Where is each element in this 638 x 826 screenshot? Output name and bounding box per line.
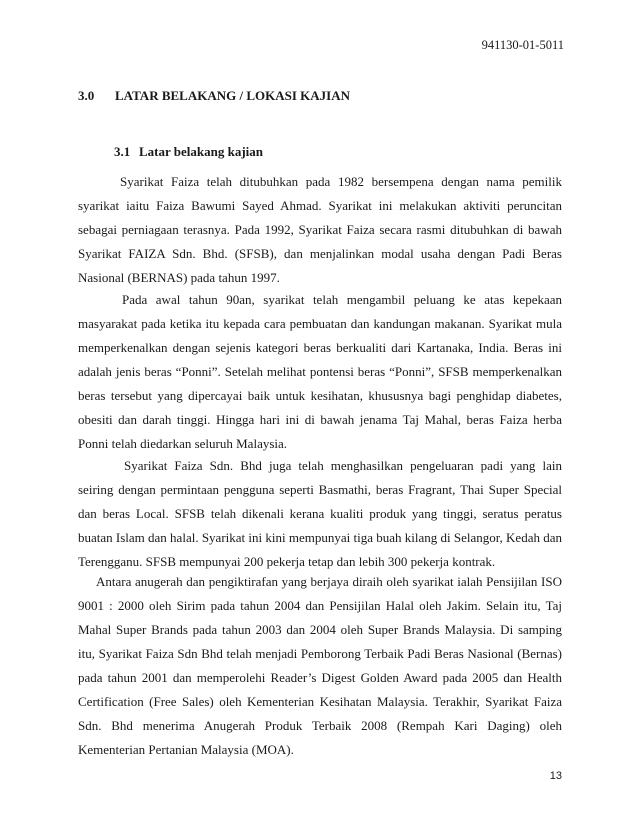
subsection-number: 3.1: [114, 144, 131, 159]
paragraph-4: Antara anugerah dan pengiktirafan yang berjaya diraih oleh syarikat ialah Pensijilan ISO 9001 : 2000 oleh Sirim pada tahun 2004 dan Pensijilan Halal oleh Jakim. Selain itu, Taj Mahal Super Brands pada tahun 2003 dan 2004 oleh Super Brands Malaysia. Di samping itu, Syarikat Faiza Sdn Bhd telah menjadi Pemborong Terbaik Padi Beras Nasional (Bernas) pada tahun 2001 dan memperolehi Reader’s Digest Golden Award pada 2005 dan Health Certification (Free Sales) oleh Kementerian Kesihatan Malaysia. Terakhir, Syarikat Faiza Sdn. Bhd menerima Anugerah Produk Terbaik 2008 (Rempah Kari Daging) oleh Kementerian Pertanian Malaysia (MOA).: [78, 574, 562, 757]
paragraph-3: Syarikat Faiza Sdn. Bhd juga telah menghasilkan pengeluaran padi yang lain seiring dengan permintaan pengguna seperti Basmathi, beras Fragrant, Thai Super Special dan beras Local. SFSB telah dikenali kerana kualiti produk yang tinggi, seratus peratus buatan Islam dan halal. Syarikat ini kini mempunyai tiga buah kilang di Selangor, Kedah dan Terengganu. SFSB mempunyai 200 pekerja tetap dan lebih 300 pekerja kontrak.: [78, 458, 562, 569]
paragraph-2: Pada awal tahun 90an, syarikat telah mengambil peluang ke atas kepekaan masyarakat pada ketika itu kepada cara pembuatan dan kandungan makanan. Syarikat mula memperkenalkan dengan sejenis kategori beras berkualiti dari Kartanaka, India. Beras ini adalah jenis beras “Ponni”. Setelah melihat pontensi beras “Ponni”, SFSB memperkenalkan beras tersebut yang dipercayai baik untuk kesihatan, khususnya bagi penghidap diabetes, obesiti dan darah tinggi. Hingga hari ini di bawah jenama Taj Mahal, beras Faiza herba Ponni telah diedarkan seluruh Malaysia.: [78, 292, 562, 451]
section-heading: [78, 88, 350, 104]
paragraph-4-block: [78, 570, 562, 762]
subsection-title: Latar belakang kajian: [139, 144, 264, 159]
section-title: LATAR BELAKANG / LOKASI KAJIAN: [115, 88, 350, 103]
document-id: 941130-01-5011: [481, 38, 564, 52]
page-number: 13: [549, 770, 562, 782]
paragraph-1: Syarikat Faiza telah ditubuhkan pada 1982 bersempena dengan nama pemilik syarikat iaitu Faiza Bawumi Sayed Ahmad. Syarikat ini melakukan aktiviti peruncitan sebagai perniagaan terasnya. Pada 1992, Syarikat Faiza secara rasmi ditubuhkan di bawah Syarikat FAIZA Sdn. Bhd. (SFSB), dan menjalinkan modal usaha dengan Padi Beras Nasional (BERNAS) pada tahun 1997.: [78, 174, 562, 285]
section-number: 3.0: [78, 88, 95, 103]
paragraph-2-block: [78, 288, 562, 456]
paragraph-1-block: [78, 170, 562, 290]
subsection-heading: [114, 144, 263, 160]
paragraph-3-block: [78, 454, 562, 574]
